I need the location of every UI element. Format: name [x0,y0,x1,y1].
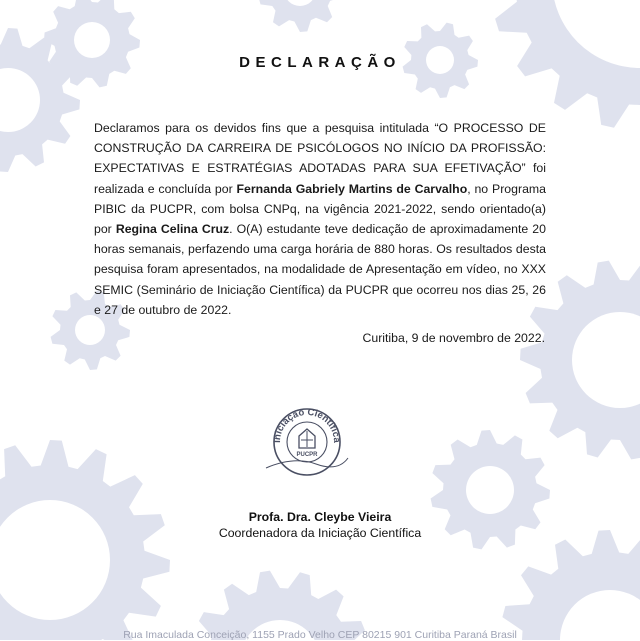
page-title: DECLARAÇÃO [239,54,401,71]
seal-ring-text: Iniciação Científica [271,406,343,444]
seal-emblem-icon [299,429,315,448]
body-run: Declaramos para os devidos fins que a pesquisa intitulada [94,121,435,135]
body-emphasis: Regina Celina Cruz [115,222,230,237]
body-run: , no Programa PIBIC da PUCPR, com bolsa CNPq, na vigência 2021-2022, sendo orientado(a) por [94,181,546,237]
seal-emblem-label: PUCPR [296,452,318,458]
footer-address: Rua Imaculada Conceição, 1155 Prado Velho CEP 80215 901 Curitiba Paraná Brasil [123,629,517,641]
iniciacao-cientifica-seal [264,398,350,478]
signatory-name: Profa. Dra. Cleybe Vieira [248,510,392,524]
body-run: foi realizada e concluída por [94,161,546,196]
body-emphasis: Fernanda Gabriely Martins de Carvalho [236,181,468,196]
declaration-body [94,118,546,320]
issue-date: Curitiba, 9 de novembro de 2022. [362,331,545,345]
signatory-role: Coordenadora da Iniciação Científica [218,526,422,540]
body-run: “O PROCESSO DE CONSTRUÇÃO DA CARREIRA DE PSICÓLOGOS NO INÍCIO DA PROFISSÃO: EXPECTATIVAS E ESTRATÉGIAS ADOTADAS PARA SUA EFETIVAÇÃO” [94,121,546,176]
body-run: . O(A) estudante teve dedicação de aproximadamente 20 horas semanais, perfazendo uma carga horária de 880 horas. Os resultados desta pesquisa foram apresentados, na modalidade de Apresentação em vídeo, no XXX SEMIC (Seminário de Iniciação Científica) da PUCPR que ocorreu nos dias 25, 26 e 27 de outubro de 2022. [94,222,546,317]
